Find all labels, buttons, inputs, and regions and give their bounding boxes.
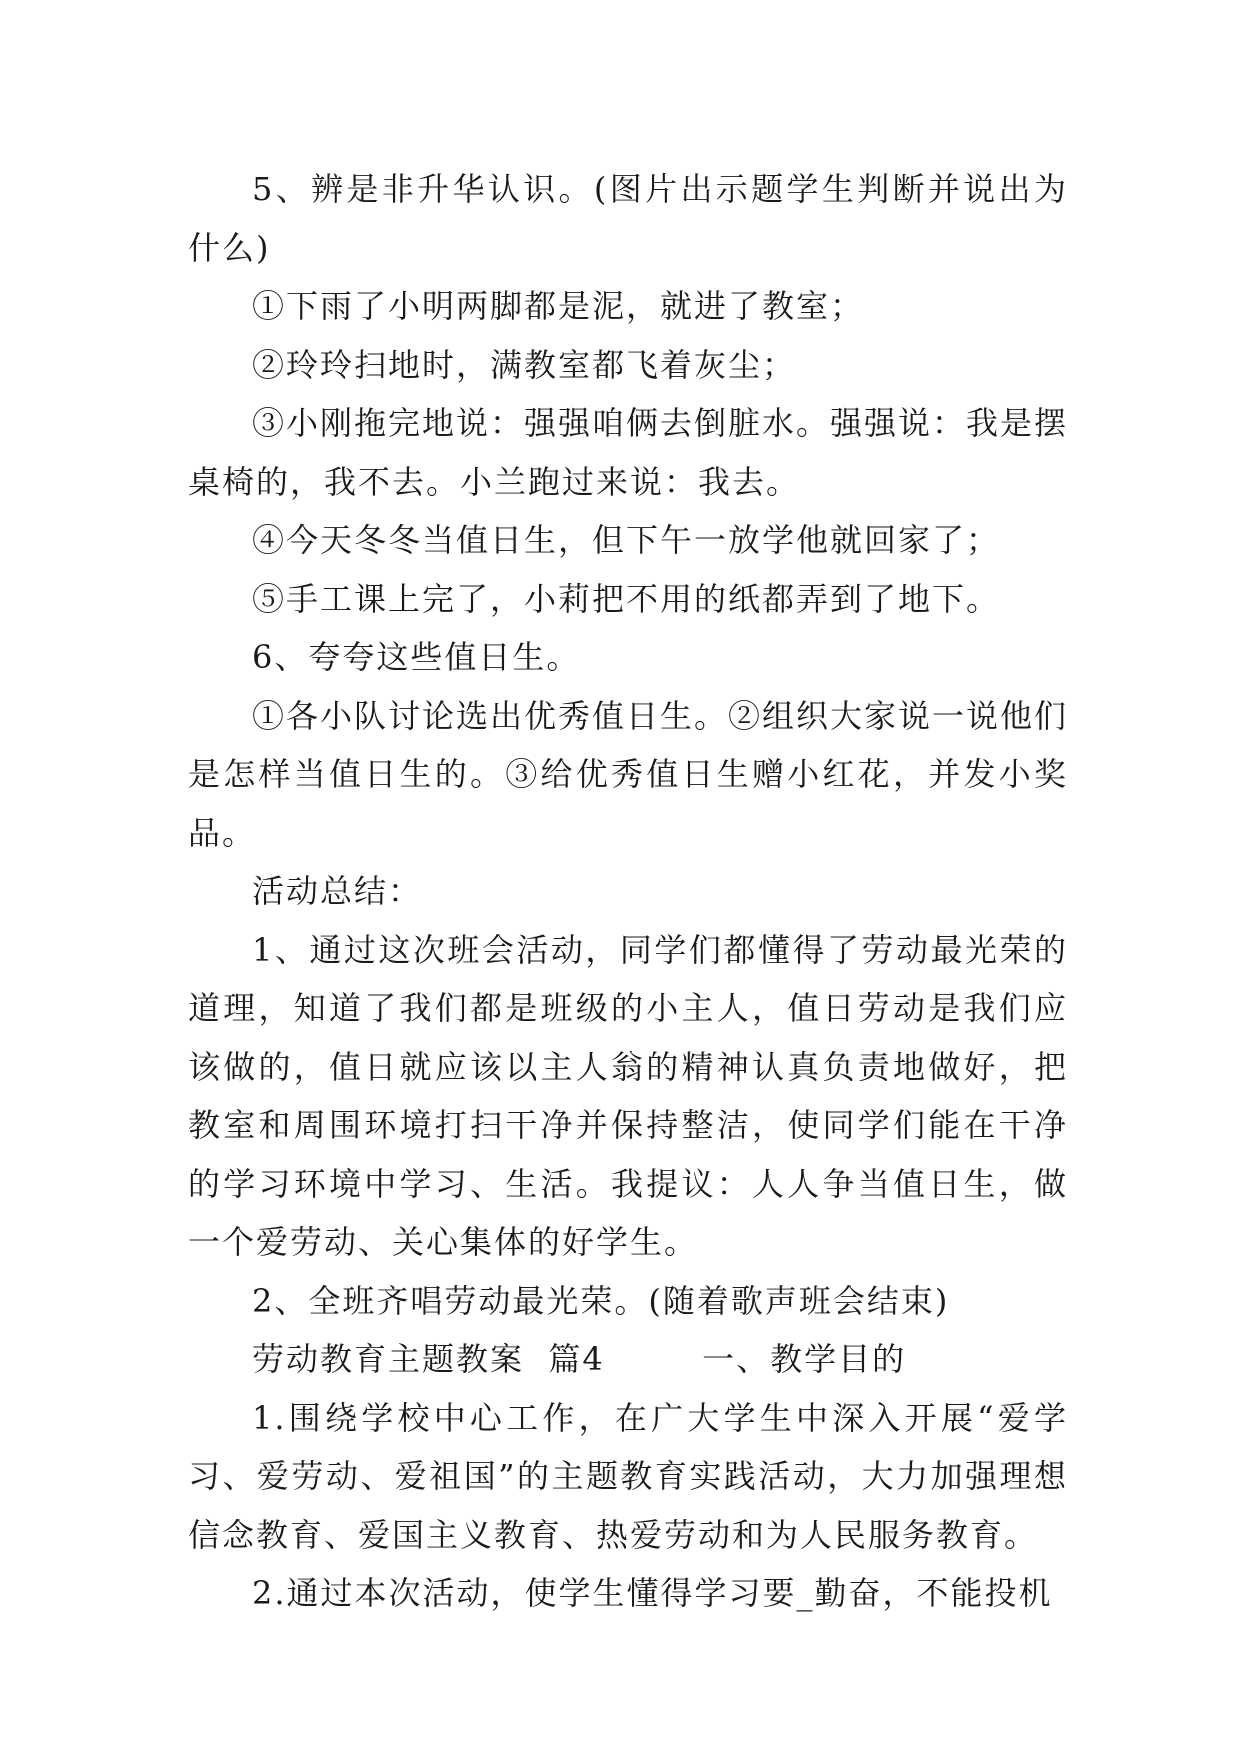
paragraph-item-1: ①下雨了小明两脚都是泥，就进了教室；	[252, 287, 865, 325]
paragraph-item-4: ④今天冬冬当值日生，但下午一放学他就回家了；	[252, 521, 1001, 559]
paragraph-activity-summary-heading: 活动总结：	[252, 872, 423, 910]
paragraph-praise-duty-students: 6、夸夸这些值日生。	[252, 638, 581, 676]
paragraph-judge-right-wrong: 5、辨是非升华认识。(图片出示题学生判断并说出为什么)	[188, 170, 1068, 267]
paragraph-item-2: ②玲玲扫地时，满教室都飞着灰尘；	[252, 345, 797, 384]
paragraph-lesson-plan-4-heading: 劳动教育主题教案 篇4 一、教学目的	[252, 1340, 907, 1378]
paragraph-objective-1: 1.围绕学校中心工作，在广大学生中深入开展“爱学习、爱劳动、爱祖国”的主题教育实践活动，大力加强理想信念教育、爱国主义教育、热爱劳动和为人民服务教育。	[188, 1398, 1068, 1554]
paragraph-praise-steps: ①各小队讨论选出优秀值日生。②组织大家说一说他们是怎样当值日生的。③给优秀值日生赠小红花，并发小奖品。	[188, 696, 1069, 852]
paragraph-item-5: ⑤手工课上完了，小莉把不用的纸都弄到了地下。	[252, 579, 1001, 618]
paragraph-summary-1: 1、通过这次班会活动，同学们都懂得了劳动最光荣的道理，知道了我们都是班级的小主人，值日劳动是我们应该做的，值日就应该以主人翁的精神认真负责地做好，把教室和周围环境打扫干净并保持整洁，使同学们能在干净的学习环境中学习、生活。我提议：人人争当值日生，做一个爱劳动、关心集体的好学生。	[188, 930, 1068, 1261]
paragraph-summary-2: 2、全班齐唱劳动最光荣。(随着歌声班会结束)	[252, 1281, 950, 1320]
paragraph-objective-2: 2.通过本次活动，使学生懂得学习要_勤奋，不能投机	[252, 1574, 1053, 1612]
paragraph-item-3: ③小刚拖完地说：强强咱俩去倒脏水。强强说：我是摆桌椅的，我不去。小兰跑过来说：我去。	[188, 404, 1069, 501]
document-body	[188, 160, 1068, 1623]
